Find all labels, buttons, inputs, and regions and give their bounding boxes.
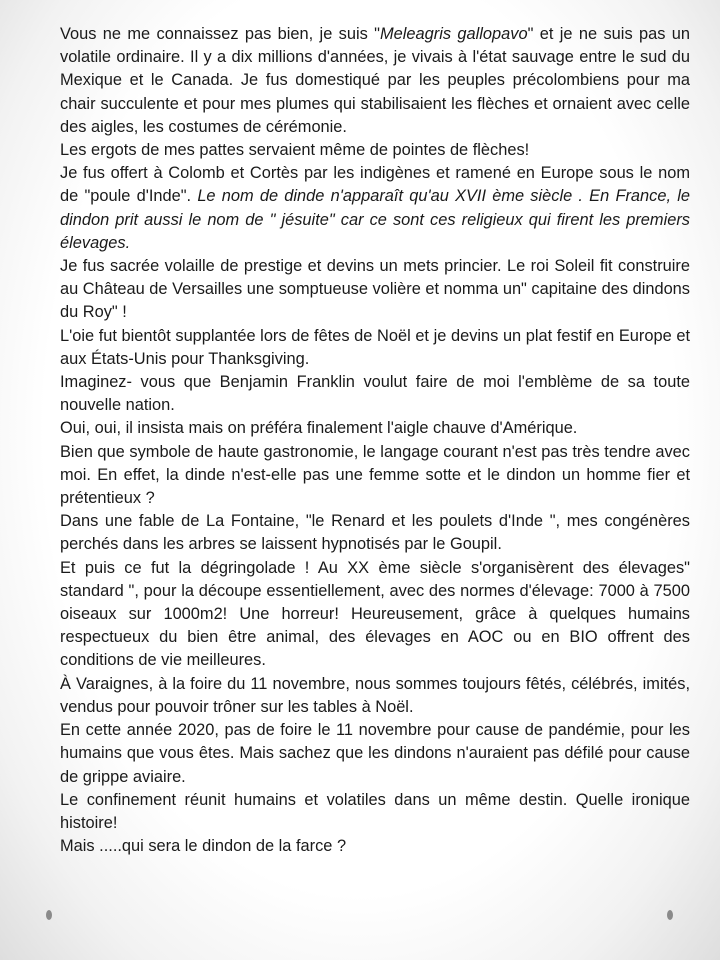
text-run: Vous ne me connaissez pas bien, je suis " (60, 25, 380, 43)
text-run: Dans une fable de La Fontaine, "le Renard et les poulets d'Inde ", mes congénères perchés dans les arbres se laissent hypnotisés par le Goupil. (60, 512, 690, 554)
paragraph (60, 557, 690, 673)
paragraph (60, 139, 690, 162)
page-dot-left (46, 910, 52, 920)
text-run: Et puis ce fut la dégringolade ! Au XX ème siècle s'organisèrent des élevages" standard ", pour la découpe essentiellement, avec des normes d'élevage: 7000 à 7500 oiseaux sur 1000m2! Une horreur! Heureusement, grâce à quelques humains respectueux du bien être animal, des élevages en AOC ou en BIO offrent des conditions de vie meilleures. (60, 558, 690, 670)
text-run-italic: Meleagris gallopavo (380, 25, 528, 43)
text-run: L'oie fut bientôt supplantée lors de fêtes de Noël et je devins un plat festif en Europe et aux États-Unis pour Thanksgiving. (60, 326, 690, 368)
paragraph (60, 371, 690, 417)
text-run: Le confinement réunit humains et volatiles dans un même destin. Quelle ironique histoire! (60, 790, 690, 832)
text-run: Je fus offert à Colomb et Cortès par les indigènes et ramené en Europe sous le nom de "poule d'Inde". (60, 164, 690, 206)
text-run: À Varaignes, à la foire du 11 novembre, nous sommes toujours fêtés, célébrés, imités, vendus pour pouvoir trôner sur les tables à Noël. (60, 674, 690, 716)
text-run: Les ergots de mes pattes servaient même de pointes de flèches! (60, 141, 530, 160)
text-run: Mais .....qui sera le dindon de la farce ? (60, 837, 347, 856)
paragraph (60, 719, 690, 789)
paragraph (60, 23, 690, 139)
paragraph (60, 510, 690, 556)
text-run-italic: Le nom de dinde n'apparaît qu'au XVII ème siècle . En France, le dindon prit aussi le nom de " jésuite" car ce sont ces religieux qui firent les premiers élevages. (60, 187, 690, 252)
document-body (60, 23, 690, 858)
text-run: Bien que symbole de haute gastronomie, le langage courant n'est pas très tendre avec moi. En effet, la dinde n'est-elle pas une femme sotte et le dindon un homme fier et prétentieux ? (60, 442, 690, 508)
paragraph (60, 441, 690, 511)
text-run: Oui, oui, il insista mais on préféra finalement l'aigle chauve d'Amérique. (60, 419, 578, 438)
paragraph (60, 789, 690, 835)
paragraph (60, 417, 690, 440)
paragraph (60, 835, 690, 858)
paragraph (60, 673, 690, 719)
paragraph (60, 255, 690, 325)
text-run: " et je ne suis pas un volatile ordinaire. Il y a dix millions d'années, je vivais à l'état sauvage entre le sud du Mexique et le Canada. Je fus domestiqué par les peuples précolombiens pour ma chair succulente et pour mes plumes qui stabilisaient les flèches et ornaient avec celle des aigles, les costumes de cérémonie. (60, 25, 691, 136)
page-dot-right (667, 910, 673, 920)
paragraph (60, 162, 690, 255)
text-run: Je fus sacrée volaille de prestige et devins un mets princier. Le roi Soleil fit construire au Château de Versailles une somptueuse volière et nomma un" capitaine des dindons du Roy" ! (60, 257, 690, 322)
text-run: En cette année 2020, pas de foire le 11 novembre pour cause de pandémie, pour les humains que vous êtes. Mais sachez que les dindons n'auraient pas défilé pour cause de grippe aviaire. (60, 721, 690, 786)
paragraph (60, 325, 690, 371)
text-run: Imaginez- vous que Benjamin Franklin voulut faire de moi l'emblème de sa toute nouvelle nation. (60, 373, 690, 415)
